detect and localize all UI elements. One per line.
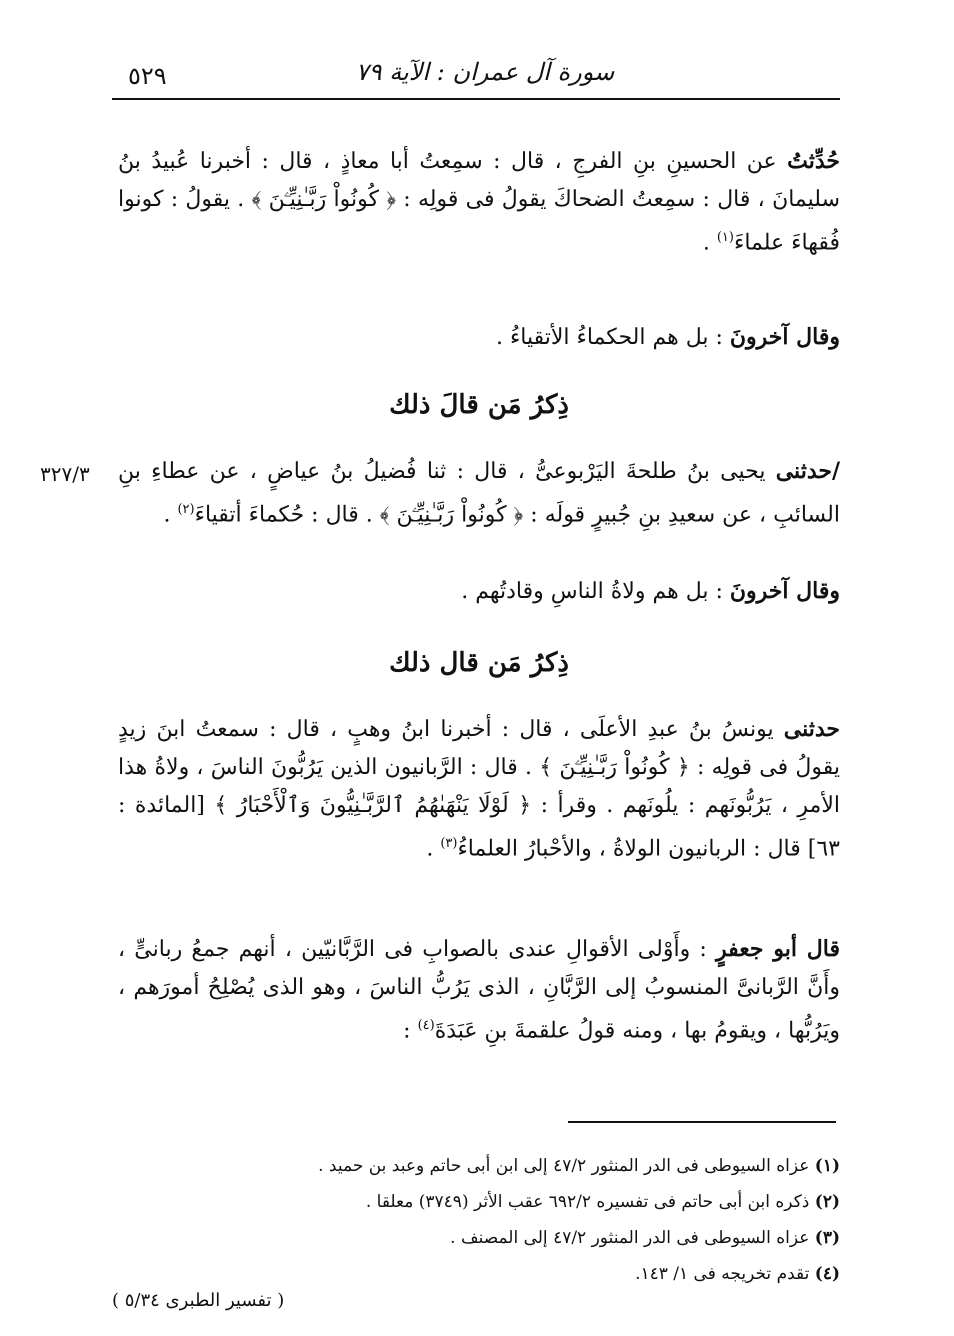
page-number: ٥٢٩ [128,62,167,90]
footnote-number: (١) [814,1156,840,1176]
paragraph-tail: . يقولُ : كونوا فُقهاءَ علماءَ [118,187,840,256]
paragraph-tail: . قال : الرَّبانيون الذين يَرُبُّونَ الناسَ ، ولاةُ هذا الأمرِ ، يَرُبُّونَهم : يلُونَهم . وقرأ : [118,755,841,818]
footnote-4 [160,1262,840,1286]
paragraph-end: . [702,230,717,256]
paragraph-text: عن الحسينِ بنِ الفرجِ ، قال : سمِعتُ أبا معاذٍ ، قال : أخبرنا عُبيدُ بنُ سليمانَ ، قال : سمِعتُ الضحاكَ يقولُ فى قولِه : [118,149,840,212]
footnote-1 [160,1154,840,1178]
footnote-ref[interactable]: (٤) [417,1018,435,1033]
volume-footer: ( تفسير الطبرى ٥/٣٤ ) [112,1290,285,1311]
paragraph-lead: /حدثنى [775,458,840,484]
quran-verse: ﴿ كُونُواْ رَبَّـٰنِيِّـۧنَ ﴾ [539,755,690,780]
quran-reference: [المائدة : ٦٣] [118,793,840,862]
paragraph-text: : وأَوْلى الأقوالِ عندى بالصوابِ فى الرَّبَّانيّين ، أنهم جمعُ ربانىٍّ ، وأَنَّ الرَّبانىَّ المنسوبُ إلى الرَّبَّانِ ، الذى يَرُبُّ الناسَ ، وهو الذى يُصْلِحُ أمورَهم ، ويَرُبُّها ، ويقومُ بها ، ومنه قولُ علقمةَ بنِ عَبَدَةَ [118,937,840,1044]
paragraph-end: . [163,502,178,528]
page-title: سورة آل عمران : الآية ٧٩ [355,58,615,86]
paragraph-text: : بل هم ولاةُ الناسِ وقادتُهم . [461,579,730,604]
paragraph-lead: وقال آخرونَ [729,578,840,604]
paragraph-tail: . قال : حُكماءَ أتقياءَ [194,502,380,528]
margin-page-ref: ٣٢٧/٣ [40,462,90,486]
footnote-text: تقدم تخريجه فى ١/ ١٤٣. [635,1264,815,1284]
footnote-ref[interactable]: (٢) [177,502,195,517]
footnote-number: (٢) [814,1192,840,1212]
paragraph-2 [118,318,840,357]
quran-verse: ﴿ كُونُواْ رَبَّـٰنِيِّـۧنَ ﴾ [251,187,396,212]
section-heading: ذِكرُ مَن قال ذلك [389,648,569,678]
paragraph-lead: وقال آخرونَ [729,324,840,350]
footnote-2 [160,1190,840,1214]
footnote-number: (٤) [814,1264,840,1284]
footnote-ref[interactable]: (١) [716,230,734,245]
paragraph-lead: حدثنى [783,716,840,742]
paragraph-text: يونسُ بنُ عبدِ الأعلَى ، قال : أخبرنا ابنُ وهبٍ ، قال : سمعتُ ابنَ زيدٍ يقولُ فى قولِه : [118,717,840,780]
header-divider [112,98,840,100]
footnote-divider [568,1121,836,1123]
paragraph-end: . [426,836,441,862]
paragraph-1 [118,142,840,262]
footnote-3 [160,1226,840,1250]
footnote-number: (٣) [814,1228,840,1248]
paragraph-lead: حُدِّثتُ [787,148,840,174]
footnote-text: عزاه السيوطى فى الدر المنثور ٤٧/٢ إلى المصنف . [450,1228,815,1248]
quran-verse-2: ﴿ لَوْلَا يَنْهَىٰهُمُ ٱلرَّبَّـٰنِيُّونَ وَٱلْأَحْبَارُ ﴾ [214,793,532,818]
paragraph-lead: قال أبو جعفرٍ [716,936,840,962]
quran-verse: ﴿ كُونُواْ رَبَّـٰنِيِّـۧنَ ﴾ [379,502,524,528]
section-heading: ذِكرُ مَن قالَ ذلك [389,390,569,420]
footnote-ref[interactable]: (٣) [440,836,458,851]
paragraph-5 [118,710,840,868]
paragraph-6 [118,930,840,1050]
paragraph-text: يحيى بنُ طلحةَ اليَرْبوعىُّ ، قال : ثنا فُضيلُ بنُ عياضٍ ، عن عطاءِ بنِ السائبِ ، عن سعيدِ بنِ جُبيرٍ قولَه : [118,459,840,528]
paragraph-3 [118,452,840,534]
footnote-text: عزاه السيوطى فى الدر المنثور ٤٧/٢ إلى ابن أبى حاتم وعبد بن حميد . [318,1156,815,1176]
footnote-text: ذكره ابن أبى حاتم فى تفسيره ٦٩٢/٢ عقب الأثر (٣٧٤٩) معلقا . [365,1192,815,1212]
paragraph-4 [118,572,840,611]
paragraph-tail-2: قال : الربانيون الولاةُ ، والأحْبارُ العلماءُ [457,836,801,862]
paragraph-text: : بل هم الحكماءُ الأتقياءُ . [495,325,730,350]
paragraph-end: : [403,1018,418,1044]
